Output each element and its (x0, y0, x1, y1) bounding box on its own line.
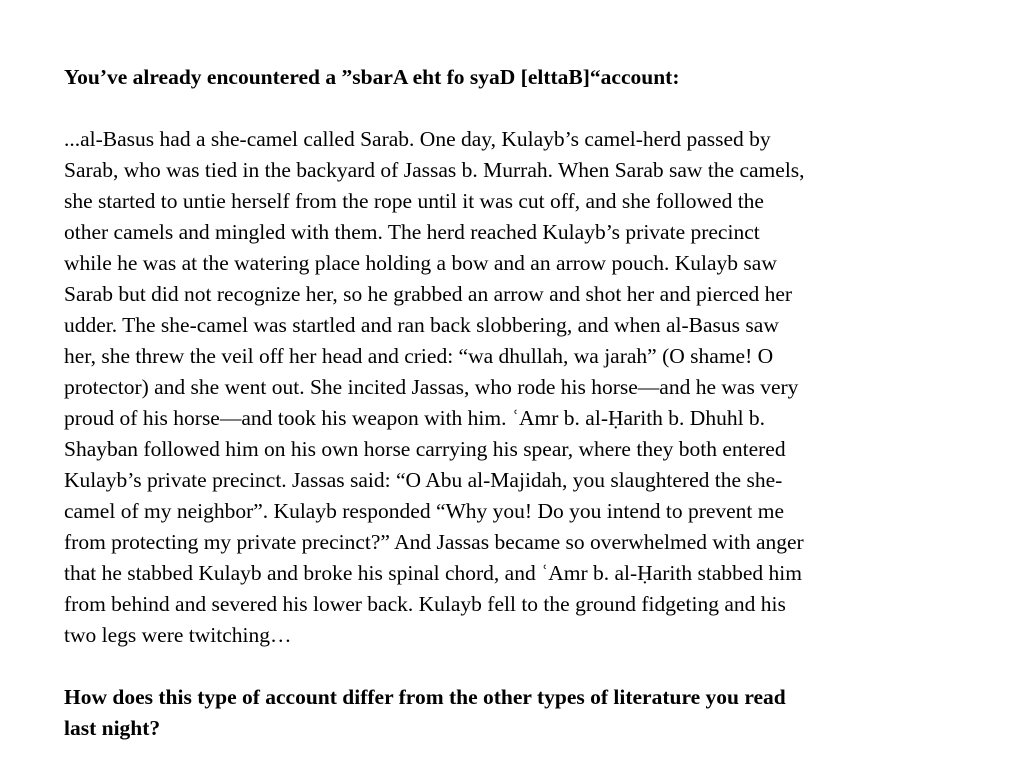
passage-line: while he was at the watering place holding a bow and an arrow pouch. Kulayb saw (64, 251, 777, 275)
passage-line: ...al-Basus had a she-camel called Sarab. One day, Kulayb’s camel-herd passed by (64, 127, 771, 151)
passage-line: she started to untie herself from the rope until it was cut off, and she followed the (64, 189, 764, 213)
passage-line: camel of my neighbor”. Kulayb responded “Why you! Do you intend to prevent me (64, 499, 785, 523)
passage-line: Sarab, who was tied in the backyard of Jassas b. Murrah. When Sarab saw the camels, (64, 158, 805, 182)
passage-line: from behind and severed his lower back. Kulayb fell to the ground fidgeting and his (64, 592, 786, 616)
quoted-passage (64, 124, 964, 651)
question-line: How does this type of account differ from the other types of literature you read (64, 685, 786, 709)
passage-line: protector) and she went out. She incited Jassas, who rode his horse—and he was very (64, 375, 799, 399)
passage-line: proud of his horse—and took his weapon with him. ʿAmr b. al-Ḥarith b. Dhuhl b. (64, 406, 766, 430)
passage-line: Shayban followed him on his own horse carrying his spear, where they both entered (64, 437, 786, 461)
passage-line: udder. The she-camel was startled and ran back slobbering, and when al-Basus saw (64, 313, 779, 337)
slide-heading: You’ve already encountered a ”sbarA eht fo syaD [elttaB]“account: (64, 65, 680, 89)
passage-line: Kulayb’s private precinct. Jassas said: “O Abu al-Majidah, you slaughtered the she- (64, 468, 783, 492)
passage-line: her, she threw the veil off her head and cried: “wa dhullah, wa jarah” (O shame! O (64, 344, 774, 368)
slide-content (64, 62, 964, 744)
passage-line: from protecting my private precinct?” And Jassas became so overwhelmed with anger (64, 530, 804, 554)
passage-line: other camels and mingled with them. The herd reached Kulayb’s private precinct (64, 220, 760, 244)
discussion-question (64, 682, 964, 744)
passage-line: Sarab but did not recognize her, so he grabbed an arrow and shot her and pierced her (64, 282, 793, 306)
question-line: last night? (64, 716, 161, 740)
passage-line: two legs were twitching… (64, 623, 292, 647)
passage-line: that he stabbed Kulayb and broke his spinal chord, and ʿAmr b. al-Ḥarith stabbed him (64, 561, 802, 585)
